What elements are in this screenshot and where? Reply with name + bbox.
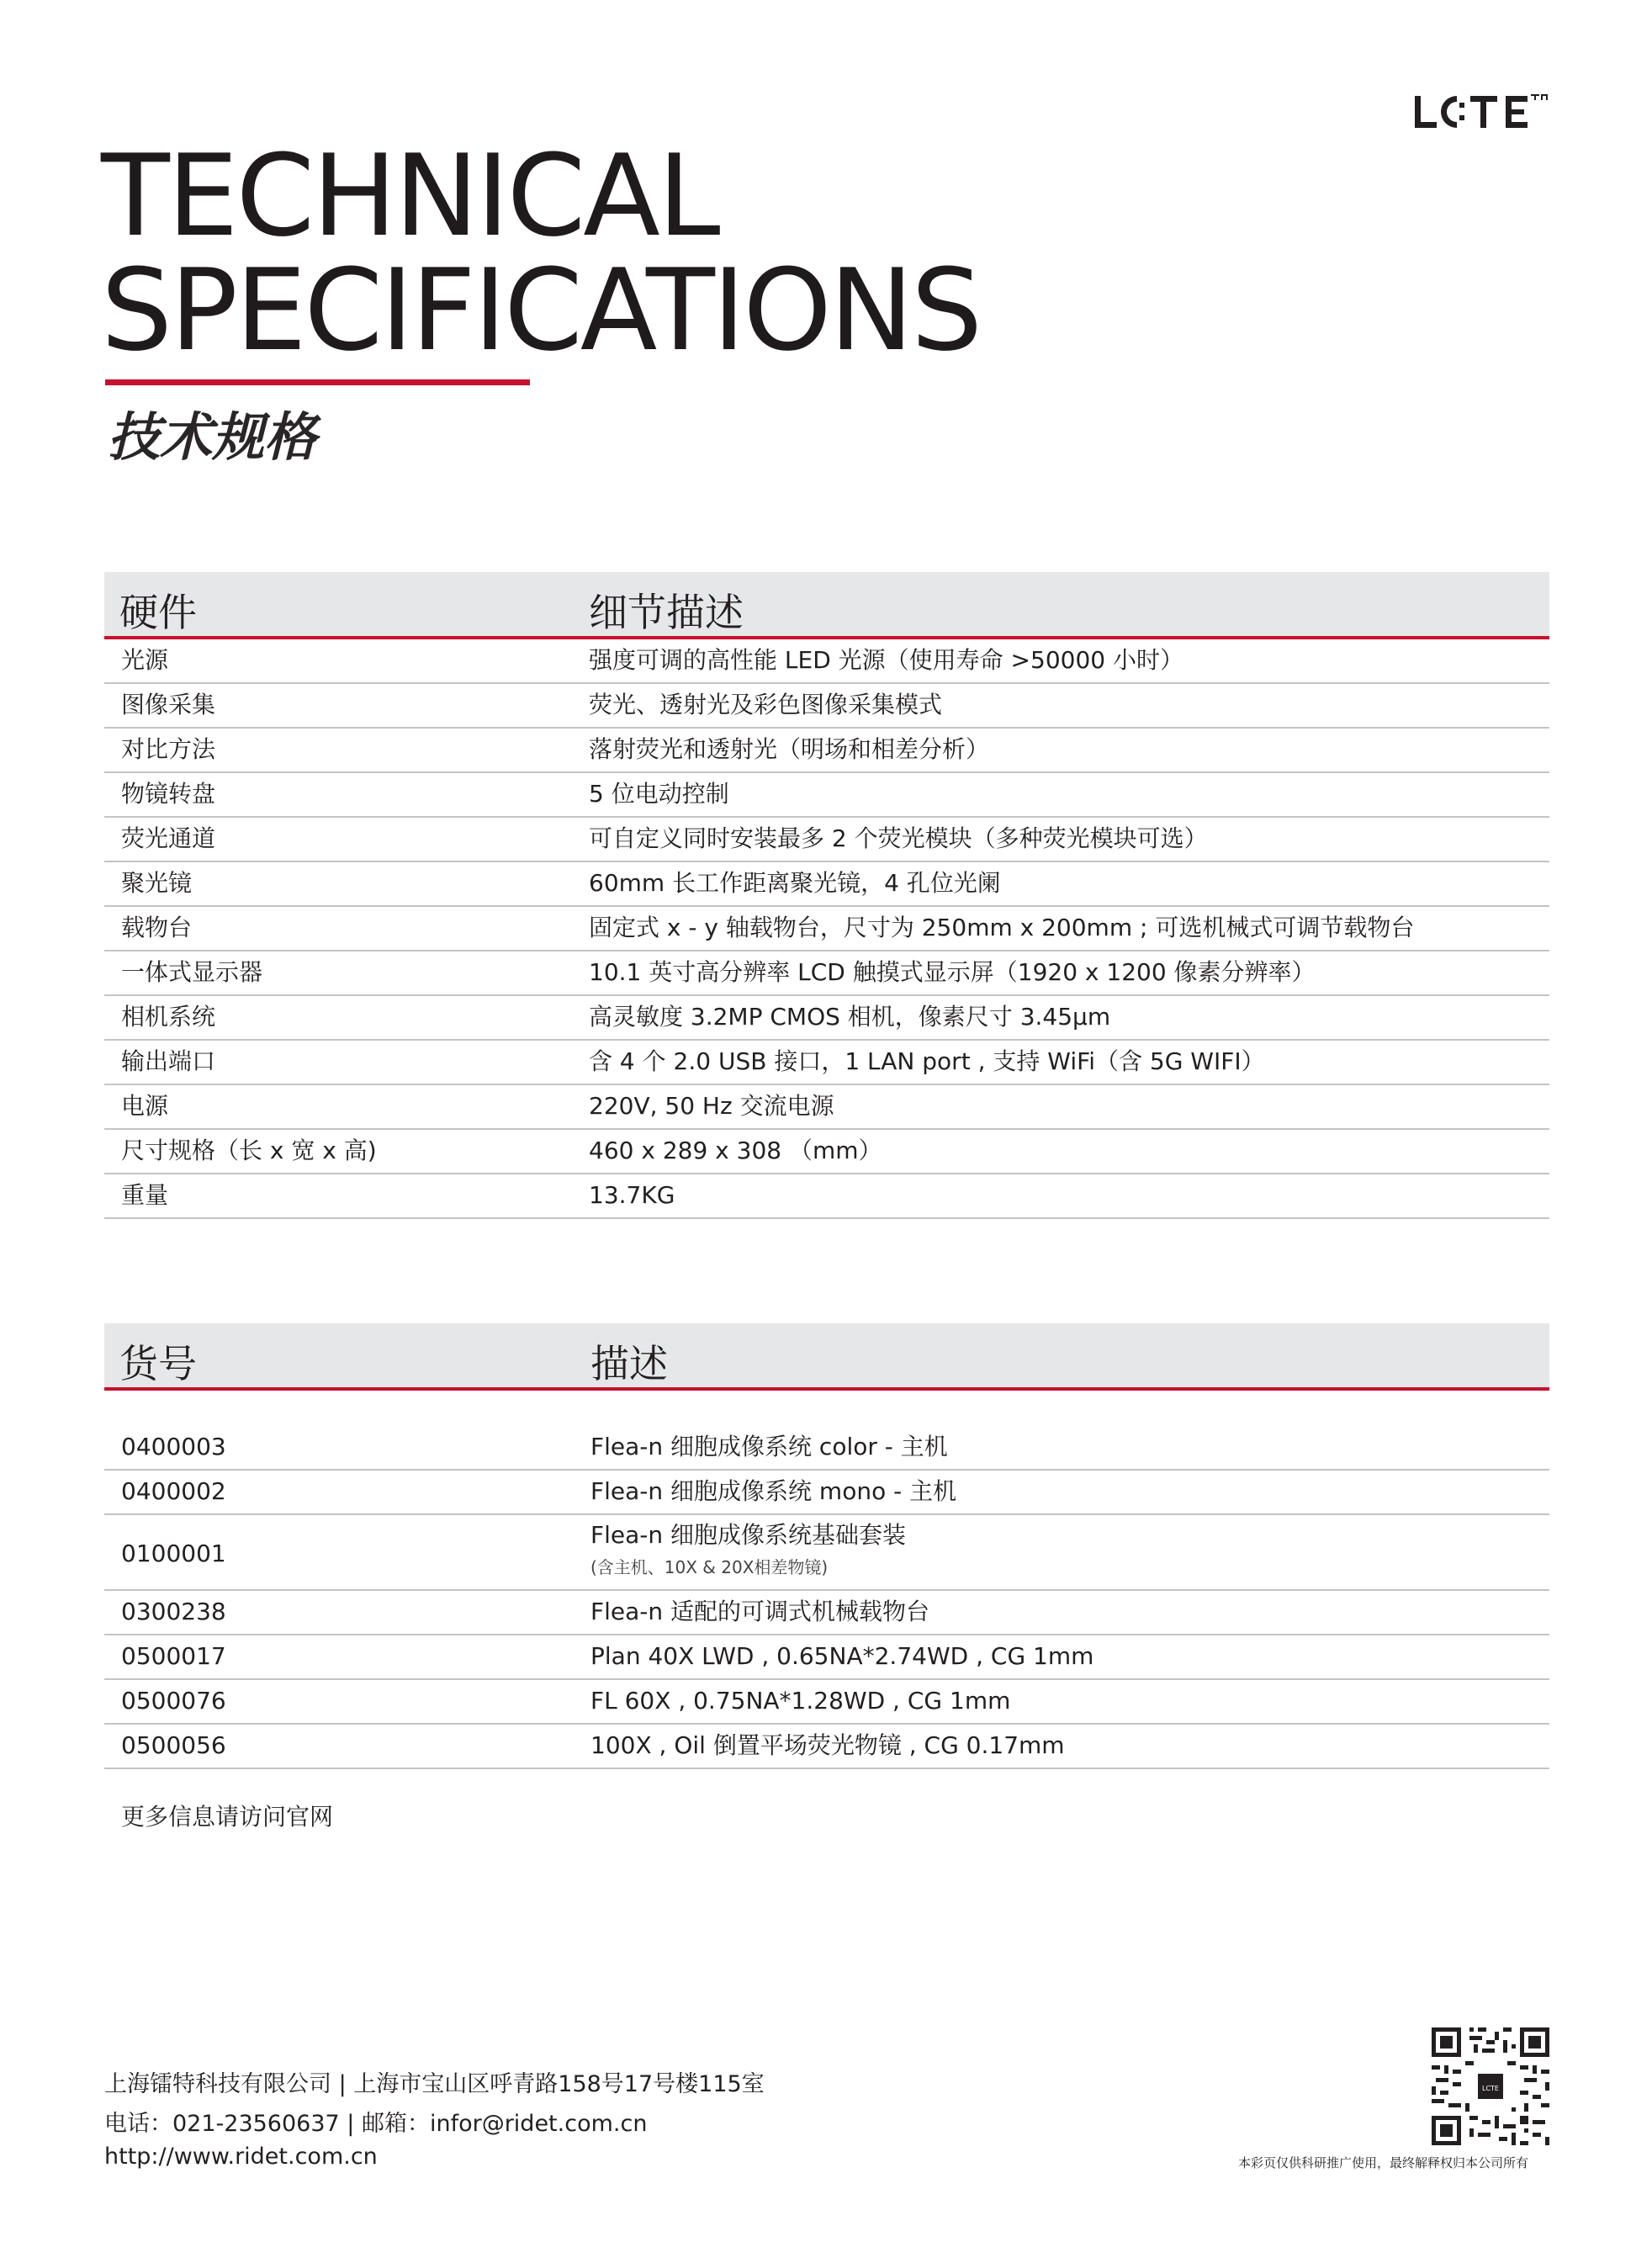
table-row	[104, 951, 1549, 996]
table-row	[104, 1085, 1549, 1130]
table-row	[104, 1680, 1549, 1725]
table-row	[104, 1041, 1549, 1085]
spec-value: 落射荧光和透射光（明场和相差分析）	[589, 735, 990, 763]
header-detail: 细节描述	[589, 590, 744, 635]
header-description: 描述	[590, 1341, 668, 1386]
table-row	[104, 996, 1549, 1041]
spec-name: 一体式显示器	[121, 958, 263, 986]
order-table-header	[104, 1323, 1549, 1391]
disclaimer-text: 本彩页仅供科研推广使用，最终解释权归本公司所有	[1238, 2155, 1529, 2170]
table-row	[104, 862, 1549, 907]
spec-value: 强度可调的高性能 LED 光源（使用寿命 >50000 小时）	[589, 646, 1183, 674]
spec-value: 含 4 个 2.0 USB 接口，1 LAN port , 支持 WiFi（含 5G WIFI）	[589, 1047, 1265, 1075]
spec-value: 高灵敏度 3.2MP CMOS 相机，像素尺寸 3.45μm	[589, 1003, 1111, 1031]
table-row	[104, 729, 1549, 773]
spec-value: 460 x 289 x 308 （mm）	[589, 1137, 882, 1164]
table-row	[104, 1130, 1549, 1174]
footer-address: 上海镭特科技有限公司 | 上海市宝山区呼青路158号17号楼115室	[104, 2071, 765, 2097]
item-description: 100X , Oil 倒置平场荧光物镜 , CG 0.17mm	[590, 1731, 1065, 1759]
spec-name: 输出端口	[121, 1047, 216, 1075]
item-description: Plan 40X LWD , 0.65NA*2.74WD , CG 1mm	[590, 1642, 1094, 1670]
item-description: Flea-n 细胞成像系统 mono - 主机	[590, 1477, 957, 1505]
more-info-text: 更多信息请访问官网	[121, 1803, 334, 1831]
qr-code-icon	[1432, 2027, 1549, 2145]
item-code: 0500056	[121, 1731, 226, 1759]
spec-name: 物镜转盘	[121, 780, 216, 808]
spec-name: 图像采集	[121, 691, 216, 718]
spec-name: 尺寸规格（长 x 宽 x 高)	[121, 1137, 377, 1164]
spec-table	[104, 572, 1549, 1219]
item-description: FL 60X , 0.75NA*1.28WD , CG 1mm	[590, 1687, 1011, 1715]
item-description: Flea-n 适配的可调式机械载物台	[590, 1598, 930, 1625]
item-code: 0300238	[121, 1598, 226, 1625]
title-underline	[105, 379, 530, 385]
spec-table-header	[104, 572, 1549, 639]
item-description: Flea-n 细胞成像系统基础套装	[590, 1521, 907, 1549]
table-row	[104, 1174, 1549, 1219]
order-table	[104, 1323, 1549, 1769]
spec-value: 60mm 长工作距离聚光镜，4 孔位光阑	[589, 869, 1001, 897]
table-row	[104, 1426, 1549, 1471]
brand-logo	[1413, 91, 1568, 136]
item-code: 0400003	[121, 1433, 226, 1460]
item-code: 0500076	[121, 1687, 226, 1715]
table-row	[104, 773, 1549, 818]
table-spacer	[104, 1391, 1549, 1426]
header-item-code: 货号	[119, 1341, 197, 1386]
table-row	[104, 639, 1549, 684]
spec-name: 电源	[121, 1092, 169, 1120]
title-line-2: SPECIFICATIONS	[101, 245, 981, 376]
spec-value: 220V, 50 Hz 交流电源	[589, 1092, 834, 1120]
table-row	[104, 1471, 1549, 1515]
table-row	[104, 1725, 1549, 1769]
table-row	[104, 907, 1549, 951]
spec-value: 可自定义同时安装最多 2 个荧光模块（多种荧光模块可选）	[589, 824, 1208, 852]
qr-center-logo: LCTE	[1475, 2071, 1506, 2102]
table-row	[104, 1591, 1549, 1635]
item-code: 0400002	[121, 1477, 226, 1505]
spec-name: 载物台	[121, 914, 193, 941]
page-title	[101, 130, 981, 376]
page-subtitle: 技术规格	[108, 406, 317, 468]
footer-website[interactable]: http://www.ridet.com.cn	[104, 2144, 378, 2170]
title-line-1: TECHNICAL	[101, 130, 718, 262]
spec-value: 荧光、透射光及彩色图像采集模式	[589, 691, 943, 718]
spec-name: 对比方法	[121, 735, 216, 763]
header-hardware: 硬件	[119, 590, 197, 635]
spec-value: 固定式 x - y 轴载物台，尺寸为 250mm x 200mm ; 可选机械式可调节载物台	[589, 914, 1415, 941]
table-row	[104, 1635, 1549, 1680]
lcte-logo-icon	[1413, 91, 1568, 136]
item-note: (含主机、10X & 20X相差物镜)	[590, 1557, 829, 1577]
spec-value: 13.7KG	[589, 1181, 675, 1209]
spec-name: 聚光镜	[121, 869, 193, 897]
spec-value: 5 位电动控制	[589, 780, 729, 808]
item-description: Flea-n 细胞成像系统 color - 主机	[590, 1433, 948, 1460]
footer-contact: 电话：021-23560637 | 邮箱：infor@ridet.com.cn	[104, 2111, 648, 2137]
spec-name: 光源	[121, 646, 169, 674]
spec-name: 荧光通道	[121, 824, 216, 852]
item-code: 0100001	[121, 1540, 226, 1567]
table-row	[104, 1515, 1549, 1591]
table-row	[104, 684, 1549, 729]
spec-name: 相机系统	[121, 1003, 216, 1031]
spec-name: 重量	[121, 1181, 169, 1209]
table-row	[104, 818, 1549, 862]
item-code: 0500017	[121, 1642, 226, 1670]
spec-value: 10.1 英寸高分辨率 LCD 触摸式显示屏（1920 x 1200 像素分辨率）	[589, 958, 1316, 986]
